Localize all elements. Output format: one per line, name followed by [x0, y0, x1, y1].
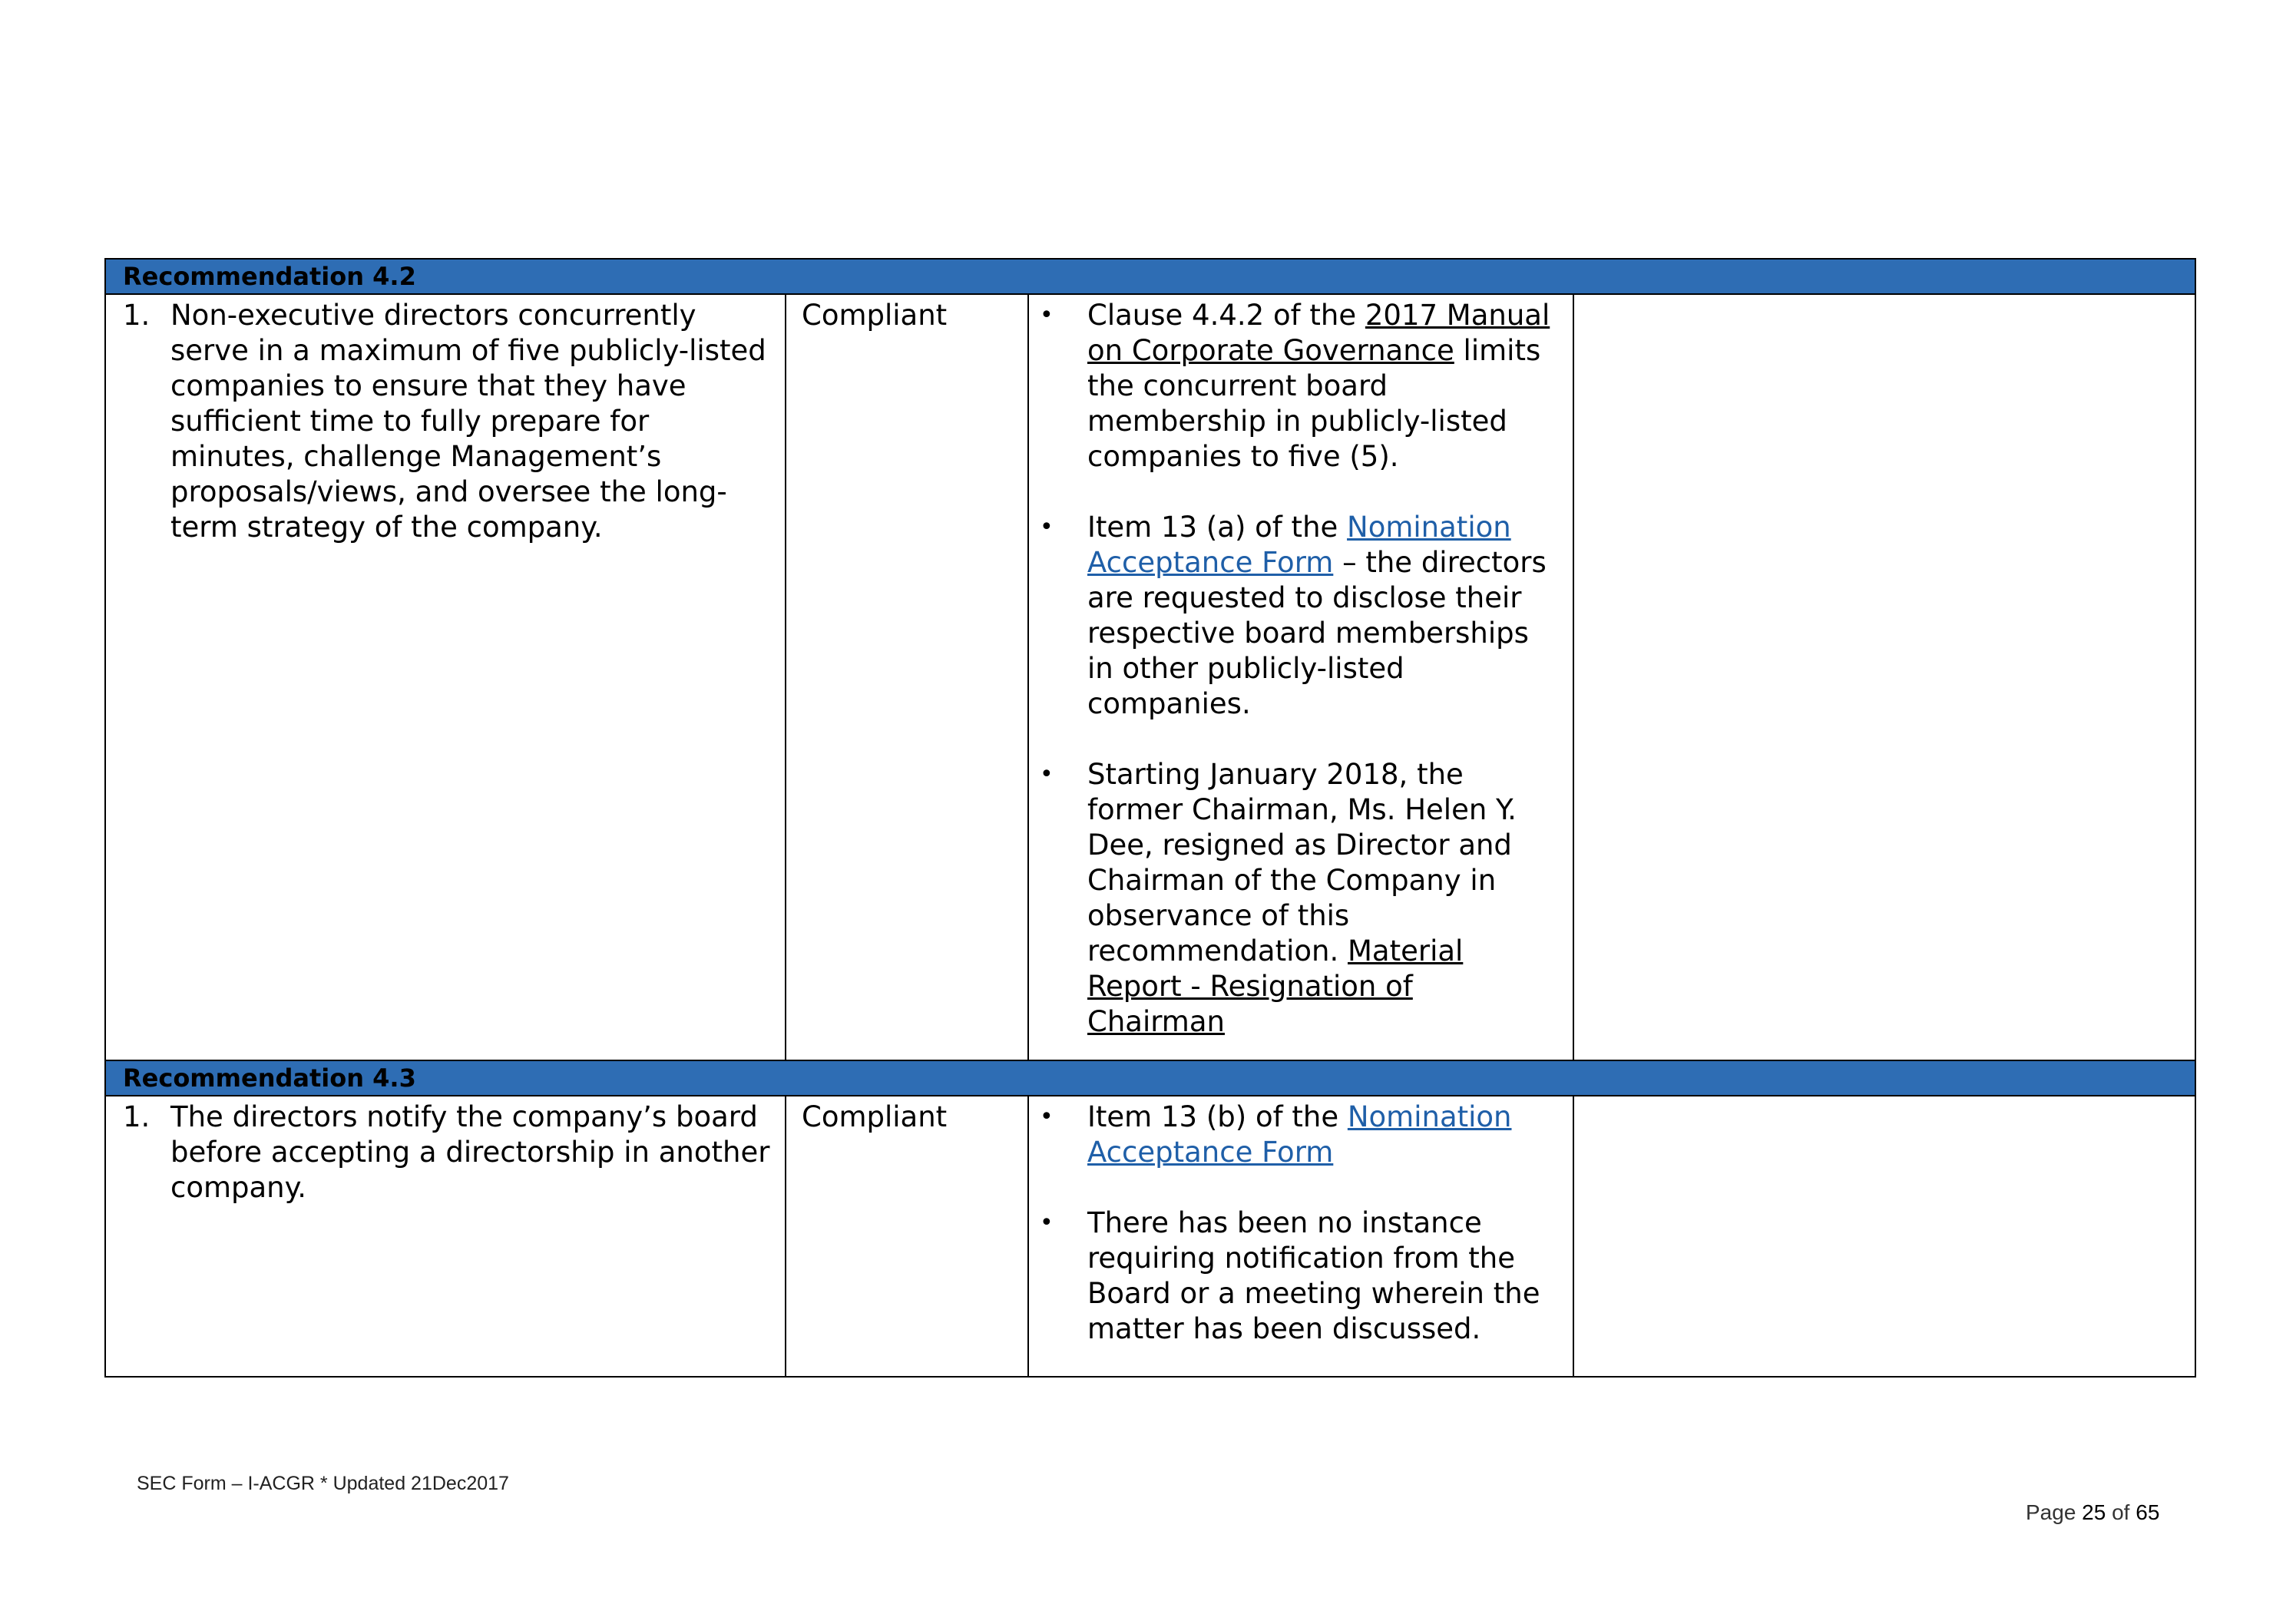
remarks-cell — [1573, 1096, 2195, 1377]
list-item — [1029, 298, 1559, 475]
compliance-status: Compliant — [802, 299, 948, 332]
recommendation-cell — [105, 1096, 786, 1377]
bullet-icon: • — [1040, 302, 1054, 329]
page-number — [2026, 1500, 2159, 1525]
page-prefix: Page — [2026, 1500, 2083, 1524]
list-item — [1029, 1206, 1559, 1347]
item-number: 1. — [123, 1100, 151, 1133]
explanation-list — [1029, 1096, 1573, 1367]
list-item — [1029, 510, 1559, 722]
material-report-link[interactable]: Material Report - Resignation of Chairman — [1087, 934, 1464, 1038]
explanation-text: – the directors are requested to disclose their respective board memberships in other publicly-listed companies. — [1087, 546, 1547, 720]
recommendation-row — [105, 294, 2195, 1060]
explanation-text: Clause 4.4.2 of the — [1087, 299, 1365, 332]
explanation-cell — [1028, 1096, 1573, 1377]
explanation-text: There has been no instance requiring notification from the Board or a meeting wherein the matter has been discussed. — [1087, 1206, 1540, 1345]
list-item — [1029, 1100, 1559, 1170]
bullet-icon: • — [1040, 761, 1054, 788]
list-item — [1029, 757, 1559, 1040]
explanation-text: limits the concurrent board membership in publicly-listed companies to five (5). — [1087, 334, 1541, 473]
recommendation-cell — [105, 294, 786, 1060]
section-header-row — [105, 1060, 2195, 1096]
form-footer-label: SEC Form – I-ACGR * Updated 21Dec2017 — [137, 1473, 509, 1494]
page-current: 25 — [2082, 1500, 2106, 1524]
explanation-cell — [1028, 294, 1573, 1060]
compliance-cell — [786, 1096, 1028, 1377]
recommendation-text: Non-executive directors concurrently serve in a maximum of five publicly-listed companies to ensure that they have sufficient time to fully prepare for minutes, challenge Management’s proposals/views, and oversee the long-term strategy of the company. — [170, 299, 766, 544]
bullet-icon: • — [1040, 1103, 1054, 1130]
acgr-table — [104, 258, 2196, 1378]
explanation-list — [1029, 295, 1573, 1060]
page-of: of — [2106, 1500, 2136, 1524]
item-number: 1. — [123, 299, 151, 332]
compliance-cell — [786, 294, 1028, 1060]
explanation-text: Item 13 (a) of the — [1087, 511, 1348, 544]
section-header-row — [105, 259, 2195, 294]
section-header: Recommendation 4.3 — [105, 1060, 2195, 1096]
remarks-cell — [1573, 294, 2195, 1060]
nomination-form-link[interactable]: Nomination Acceptance Form — [1087, 511, 1511, 579]
explanation-text: Starting January 2018, the former Chairman, Ms. Helen Y. Dee, resigned as Director and Chairman of the Company in observance of this recommendation. — [1087, 758, 1517, 967]
explanation-text: Item 13 (b) of the — [1087, 1100, 1348, 1133]
bullet-icon: • — [1040, 1209, 1054, 1236]
recommendation-text: The directors notify the company’s board before accepting a directorship in another company. — [170, 1100, 770, 1204]
manual-link[interactable]: 2017 Manual on Corporate Governance — [1087, 299, 1550, 367]
page-total: 65 — [2136, 1500, 2160, 1524]
compliance-status: Compliant — [802, 1100, 948, 1133]
recommendation-row — [105, 1096, 2195, 1377]
nomination-form-link[interactable]: Nomination Acceptance Form — [1087, 1100, 1512, 1169]
section-header: Recommendation 4.2 — [105, 259, 2195, 294]
bullet-icon: • — [1040, 514, 1054, 541]
